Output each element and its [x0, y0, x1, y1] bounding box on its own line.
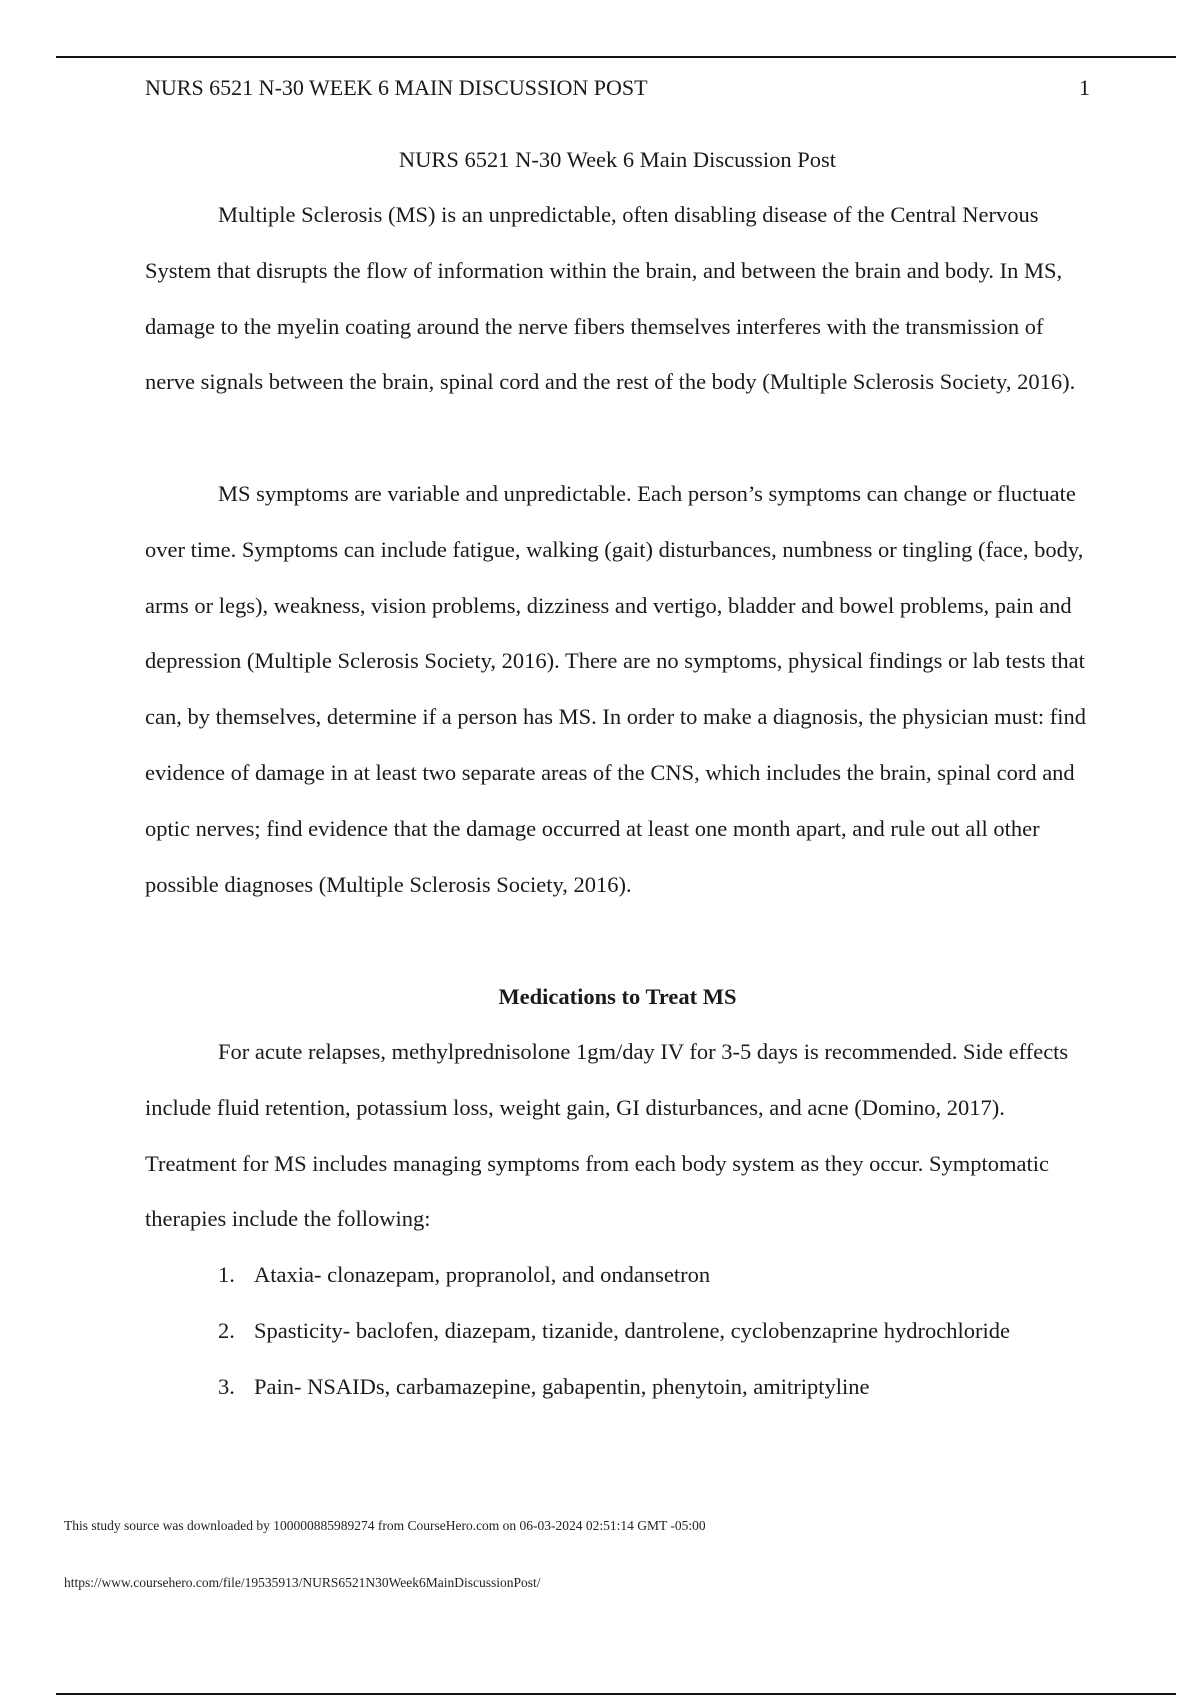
download-notice: This study source was downloaded by 100000885989274 from CourseHero.com on 06-03-2024 02:51:14 GMT -05:00: [64, 1518, 706, 1533]
section-heading-medications: Medications to Treat MS: [498, 984, 737, 1009]
paragraph-text: Multiple Sclerosis (MS) is an unpredictable, often disabling disease of the Central Nervous System that disrupts the flow of information within the brain, and between the brain and body. In MS, damage to the myelin coating around the nerve fibers themselves interferes with the transmission of nerve signals between the brain, spinal cord and the rest of the body (Multiple Sclerosis Society, 2016).: [145, 202, 1076, 395]
list-text: Spasticity- baclofen, diazepam, tizanide, dantrolene, cyclobenzaprine hydrochloride: [254, 1317, 1010, 1343]
list-number: 3.: [218, 1373, 235, 1399]
running-head-title: NURS 6521 N-30 WEEK 6 MAIN DISCUSSION POST: [145, 75, 648, 100]
list-text: Ataxia- clonazepam, propranolol, and ondansetron: [254, 1262, 711, 1287]
page-number: 1: [1079, 75, 1090, 100]
list-text: Pain- NSAIDs, carbamazepine, gabapentin, phenytoin, amitriptyline: [254, 1373, 870, 1399]
symptomatic-therapy-list: [218, 1247, 1098, 1414]
list-item: [218, 1359, 1098, 1415]
paragraph-ms-definition: [145, 187, 1090, 410]
source-url: https://www.coursehero.com/file/19535913/NURS6521N30Week6MainDiscussionPost/: [64, 1575, 541, 1590]
paragraph-text: For acute relapses, methylprednisolone 1gm/day IV for 3-5 days is recommended. Side effects include fluid retention, potassium loss, weight gain, GI disturbances, and acne (Domino, 2017). Treatment for MS includes managing symptoms from each body system as they occur. Symptomatic therapies include the following:: [145, 1039, 1069, 1232]
list-item: [218, 1247, 1098, 1303]
document-title: NURS 6521 N-30 Week 6 Main Discussion Post: [398, 147, 837, 172]
list-number: 1.: [218, 1262, 235, 1287]
paragraph-treatment: [145, 1024, 1090, 1247]
bottom-rule: [56, 1693, 1176, 1695]
list-number: 2.: [218, 1317, 235, 1343]
running-head: [145, 74, 1090, 102]
paragraph-ms-symptoms: [145, 466, 1090, 912]
list-item: [218, 1303, 1098, 1359]
top-rule: [56, 56, 1176, 58]
paragraph-text: MS symptoms are variable and unpredictable. Each person’s symptoms can change or fluctuate over time. Symptoms can include fatigue, walking (gait) disturbances, numbness or tingling (face, body, arms or legs), weakness, vision problems, dizziness and vertigo, bladder and bowel problems, pain and depression (Multiple Sclerosis Society, 2016). There are no symptoms, physical findings or lab tests that can, by themselves, determine if a person has MS. In order to make a diagnosis, the physician must: find evidence of damage in at least two separate areas of the CNS, which includes the brain, spinal cord and optic nerves; find evidence that the damage occurred at least one month apart, and rule out all other possible diagnoses (Multiple Sclerosis Society, 2016).: [145, 481, 1087, 897]
